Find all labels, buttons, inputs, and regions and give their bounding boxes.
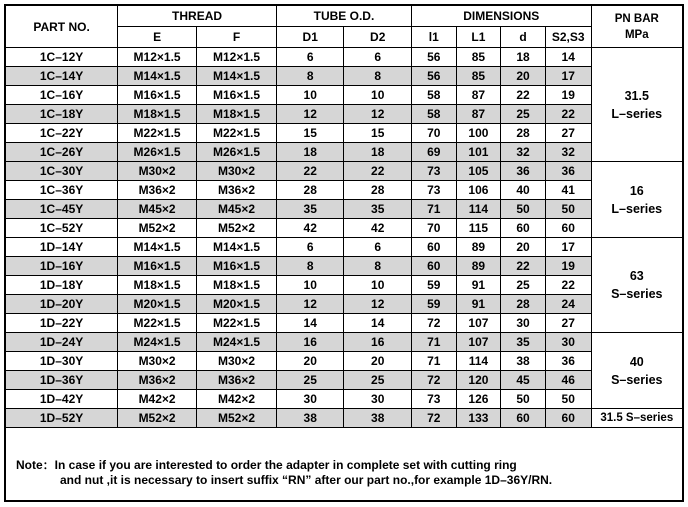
cell-thread-f: M22×1.5	[197, 314, 277, 333]
cell-tube-d2: 30	[344, 390, 412, 409]
table-row	[6, 67, 683, 86]
cell-tube-d1: 20	[276, 352, 343, 371]
cell-tube-d1: 10	[276, 86, 343, 105]
header-thread: THREAD	[118, 6, 277, 27]
pn-bar-line: 31.5 S–series	[600, 412, 674, 424]
cell-dim-l1-large: 114	[456, 200, 501, 219]
cell-dim-l1-large: 85	[456, 67, 501, 86]
cell-dim-d: 45	[501, 371, 546, 390]
table-row	[6, 314, 683, 333]
cell-thread-e: M42×2	[118, 390, 197, 409]
cell-tube-d2: 38	[344, 409, 412, 428]
cell-tube-d1: 8	[276, 257, 343, 276]
cell-dim-l1-large: 89	[456, 257, 501, 276]
pn-bar-line: 16	[629, 183, 644, 198]
table-row	[6, 238, 683, 257]
cell-pn-bar-group	[591, 333, 682, 409]
cell-dim-d: 20	[501, 67, 546, 86]
cell-dim-d: 60	[501, 219, 546, 238]
cell-dim-l1-large: 133	[456, 409, 501, 428]
cell-dim-l1-large: 85	[456, 48, 501, 67]
cell-dim-l1-small: 73	[411, 162, 456, 181]
cell-thread-f: M36×2	[197, 371, 277, 390]
cell-part-no: 1C–45Y	[6, 200, 118, 219]
cell-dim-s2-s3: 60	[545, 409, 591, 428]
cell-dim-l1-small: 59	[411, 295, 456, 314]
cell-dim-l1-large: 101	[456, 143, 501, 162]
cell-dim-s2-s3: 60	[545, 219, 591, 238]
cell-tube-d1: 12	[276, 295, 343, 314]
cell-thread-e: M45×2	[118, 200, 197, 219]
cell-thread-f: M12×1.5	[197, 48, 277, 67]
cell-dim-d: 50	[501, 200, 546, 219]
cell-thread-e: M18×1.5	[118, 276, 197, 295]
cell-dim-l1-small: 70	[411, 124, 456, 143]
cell-tube-d1: 10	[276, 276, 343, 295]
cell-dim-d: 20	[501, 238, 546, 257]
cell-thread-e: M30×2	[118, 162, 197, 181]
cell-part-no: 1C–36Y	[6, 181, 118, 200]
cell-dim-l1-small: 60	[411, 257, 456, 276]
cell-dim-s2-s3: 27	[545, 314, 591, 333]
cell-tube-d1: 12	[276, 105, 343, 124]
cell-thread-e: M16×1.5	[118, 86, 197, 105]
cell-tube-d1: 38	[276, 409, 343, 428]
cell-dim-d: 50	[501, 390, 546, 409]
cell-dim-s2-s3: 19	[545, 86, 591, 105]
table-row	[6, 124, 683, 143]
cell-part-no: 1C–16Y	[6, 86, 118, 105]
cell-thread-e: M24×1.5	[118, 333, 197, 352]
cell-dim-l1-large: 87	[456, 105, 501, 124]
cell-tube-d1: 28	[276, 181, 343, 200]
cell-thread-f: M26×1.5	[197, 143, 277, 162]
cell-dim-l1-large: 91	[456, 276, 501, 295]
cell-thread-e: M52×2	[118, 409, 197, 428]
cell-part-no: 1C–52Y	[6, 219, 118, 238]
table-row	[6, 409, 683, 428]
cell-thread-f: M52×2	[197, 409, 277, 428]
cell-thread-f: M16×1.5	[197, 86, 277, 105]
cell-dim-s2-s3: 17	[545, 238, 591, 257]
cell-tube-d2: 18	[344, 143, 412, 162]
header-dimensions: DIMENSIONS	[411, 6, 591, 27]
cell-dim-l1-small: 71	[411, 333, 456, 352]
pn-bar-line: L–series	[611, 201, 663, 216]
table-row	[6, 200, 683, 219]
cell-tube-d1: 22	[276, 162, 343, 181]
cell-thread-f: M52×2	[197, 219, 277, 238]
cell-dim-d: 25	[501, 276, 546, 295]
header-pn-bar	[591, 6, 682, 48]
cell-dim-s2-s3: 30	[545, 333, 591, 352]
cell-dim-l1-small: 58	[411, 86, 456, 105]
cell-thread-f: M36×2	[197, 181, 277, 200]
cell-tube-d2: 22	[344, 162, 412, 181]
cell-dim-l1-small: 72	[411, 409, 456, 428]
cell-dim-l1-large: 126	[456, 390, 501, 409]
cell-part-no: 1D–14Y	[6, 238, 118, 257]
cell-part-no: 1D–18Y	[6, 276, 118, 295]
cell-pn-bar-group	[591, 238, 682, 333]
pn-bar-line: L–series	[611, 106, 663, 121]
cell-dim-d: 35	[501, 333, 546, 352]
cell-tube-d1: 42	[276, 219, 343, 238]
subheader-d2: D2	[344, 27, 412, 48]
cell-tube-d2: 6	[344, 238, 412, 257]
cell-dim-l1-large: 105	[456, 162, 501, 181]
cell-thread-f: M22×1.5	[197, 124, 277, 143]
cell-thread-e: M36×2	[118, 371, 197, 390]
cell-thread-e: M22×1.5	[118, 314, 197, 333]
cell-dim-s2-s3: 24	[545, 295, 591, 314]
cell-part-no: 1D–20Y	[6, 295, 118, 314]
cell-dim-d: 36	[501, 162, 546, 181]
cell-tube-d2: 35	[344, 200, 412, 219]
cell-dim-d: 22	[501, 257, 546, 276]
cell-pn-bar-group	[591, 48, 682, 162]
cell-part-no: 1D–42Y	[6, 390, 118, 409]
cell-tube-d1: 15	[276, 124, 343, 143]
table-row	[6, 257, 683, 276]
cell-dim-l1-small: 58	[411, 105, 456, 124]
cell-dim-l1-large: 115	[456, 219, 501, 238]
table-row	[6, 276, 683, 295]
cell-tube-d2: 12	[344, 295, 412, 314]
subheader-d: d	[501, 27, 546, 48]
cell-tube-d2: 10	[344, 86, 412, 105]
cell-dim-l1-small: 56	[411, 48, 456, 67]
cell-dim-d: 28	[501, 295, 546, 314]
cell-dim-s2-s3: 22	[545, 276, 591, 295]
cell-tube-d1: 30	[276, 390, 343, 409]
pn-bar-line: 31.5	[624, 88, 649, 103]
cell-dim-l1-large: 100	[456, 124, 501, 143]
cell-dim-d: 38	[501, 352, 546, 371]
cell-dim-d: 22	[501, 86, 546, 105]
cell-dim-d: 30	[501, 314, 546, 333]
cell-thread-e: M30×2	[118, 352, 197, 371]
cell-part-no: 1C–14Y	[6, 67, 118, 86]
cell-thread-f: M14×1.5	[197, 67, 277, 86]
table-row	[6, 181, 683, 200]
cell-dim-l1-small: 71	[411, 352, 456, 371]
cell-tube-d2: 15	[344, 124, 412, 143]
cell-thread-f: M30×2	[197, 162, 277, 181]
subheader-l1-small: l1	[411, 27, 456, 48]
table-body	[6, 48, 683, 428]
cell-dim-s2-s3: 32	[545, 143, 591, 162]
header-pn-bar-line1: PN BAR	[614, 12, 659, 25]
table-row	[6, 143, 683, 162]
cell-tube-d2: 25	[344, 371, 412, 390]
header-pn-bar-line2: MPa	[624, 28, 649, 41]
cell-dim-s2-s3: 36	[545, 352, 591, 371]
cell-thread-f: M42×2	[197, 390, 277, 409]
cell-tube-d1: 6	[276, 238, 343, 257]
cell-thread-f: M30×2	[197, 352, 277, 371]
cell-dim-l1-small: 56	[411, 67, 456, 86]
cell-thread-f: M16×1.5	[197, 257, 277, 276]
cell-dim-l1-small: 59	[411, 276, 456, 295]
cell-tube-d1: 18	[276, 143, 343, 162]
cell-part-no: 1D–52Y	[6, 409, 118, 428]
cell-thread-f: M14×1.5	[197, 238, 277, 257]
subheader-d1: D1	[276, 27, 343, 48]
cell-dim-s2-s3: 41	[545, 181, 591, 200]
cell-dim-l1-small: 70	[411, 219, 456, 238]
cell-tube-d2: 8	[344, 67, 412, 86]
table-row	[6, 86, 683, 105]
parts-table	[5, 5, 683, 428]
cell-pn-bar-group	[591, 162, 682, 238]
table-row	[6, 219, 683, 238]
cell-dim-s2-s3: 27	[545, 124, 591, 143]
subheader-f: F	[197, 27, 277, 48]
cell-dim-l1-large: 107	[456, 333, 501, 352]
cell-dim-d: 32	[501, 143, 546, 162]
table-row	[6, 105, 683, 124]
header-tube-od: TUBE O.D.	[276, 6, 411, 27]
cell-tube-d2: 28	[344, 181, 412, 200]
pn-bar-line: S–series	[611, 372, 663, 387]
cell-part-no: 1D–22Y	[6, 314, 118, 333]
table-row	[6, 371, 683, 390]
cell-tube-d2: 8	[344, 257, 412, 276]
cell-part-no: 1C–30Y	[6, 162, 118, 181]
cell-tube-d1: 25	[276, 371, 343, 390]
cell-dim-l1-small: 72	[411, 371, 456, 390]
cell-part-no: 1D–30Y	[6, 352, 118, 371]
subheader-e: E	[118, 27, 197, 48]
cell-thread-f: M18×1.5	[197, 276, 277, 295]
cell-dim-s2-s3: 46	[545, 371, 591, 390]
cell-thread-e: M52×2	[118, 219, 197, 238]
cell-part-no: 1C–18Y	[6, 105, 118, 124]
cell-dim-s2-s3: 14	[545, 48, 591, 67]
table-row	[6, 48, 683, 67]
footnote-line2: and nut ,it is necessary to insert suffix “RN” after our part no.,for example 1D–36Y/RN.	[60, 473, 553, 487]
table-row	[6, 295, 683, 314]
cell-dim-d: 40	[501, 181, 546, 200]
cell-tube-d2: 6	[344, 48, 412, 67]
pn-bar-line: S–series	[611, 287, 663, 301]
cell-part-no: 1D–24Y	[6, 333, 118, 352]
cell-dim-d: 28	[501, 124, 546, 143]
cell-dim-d: 25	[501, 105, 546, 124]
cell-dim-l1-small: 73	[411, 390, 456, 409]
cell-part-no: 1D–36Y	[6, 371, 118, 390]
cell-thread-e: M20×1.5	[118, 295, 197, 314]
cell-dim-s2-s3: 36	[545, 162, 591, 181]
cell-dim-l1-large: 89	[456, 238, 501, 257]
cell-thread-f: M45×2	[197, 200, 277, 219]
cell-thread-e: M14×1.5	[118, 67, 197, 86]
cell-part-no: 1C–26Y	[6, 143, 118, 162]
pn-bar-line: 40	[629, 354, 644, 369]
cell-dim-s2-s3: 50	[545, 200, 591, 219]
subheader-l1-large: L1	[456, 27, 501, 48]
cell-dim-l1-small: 71	[411, 200, 456, 219]
cell-thread-e: M12×1.5	[118, 48, 197, 67]
cell-dim-s2-s3: 50	[545, 390, 591, 409]
parts-table-frame	[4, 4, 684, 502]
cell-dim-l1-small: 60	[411, 238, 456, 257]
cell-dim-l1-large: 114	[456, 352, 501, 371]
cell-dim-l1-small: 72	[411, 314, 456, 333]
cell-dim-l1-large: 107	[456, 314, 501, 333]
cell-tube-d2: 14	[344, 314, 412, 333]
cell-part-no: 1C–12Y	[6, 48, 118, 67]
cell-dim-l1-large: 91	[456, 295, 501, 314]
subheader-s2-s3: S2,S3	[545, 27, 591, 48]
cell-thread-e: M22×1.5	[118, 124, 197, 143]
cell-tube-d2: 42	[344, 219, 412, 238]
cell-tube-d1: 35	[276, 200, 343, 219]
cell-dim-l1-large: 120	[456, 371, 501, 390]
cell-thread-f: M24×1.5	[197, 333, 277, 352]
cell-tube-d1: 16	[276, 333, 343, 352]
table-row	[6, 390, 683, 409]
cell-part-no: 1D–16Y	[6, 257, 118, 276]
cell-dim-d: 60	[501, 409, 546, 428]
cell-tube-d2: 12	[344, 105, 412, 124]
cell-tube-d1: 6	[276, 48, 343, 67]
cell-dim-s2-s3: 19	[545, 257, 591, 276]
cell-dim-l1-small: 69	[411, 143, 456, 162]
cell-thread-e: M16×1.5	[118, 257, 197, 276]
cell-thread-f: M20×1.5	[197, 295, 277, 314]
cell-thread-e: M36×2	[118, 181, 197, 200]
cell-dim-l1-large: 87	[456, 86, 501, 105]
cell-dim-s2-s3: 22	[545, 105, 591, 124]
cell-dim-l1-small: 73	[411, 181, 456, 200]
cell-tube-d2: 16	[344, 333, 412, 352]
header-part-no: PART NO.	[6, 6, 118, 48]
pn-bar-line: 63	[629, 269, 644, 283]
cell-tube-d1: 14	[276, 314, 343, 333]
cell-thread-e: M14×1.5	[118, 238, 197, 257]
cell-tube-d2: 10	[344, 276, 412, 295]
cell-thread-e: M18×1.5	[118, 105, 197, 124]
cell-pn-bar-group	[591, 409, 682, 428]
cell-tube-d1: 8	[276, 67, 343, 86]
table-row	[6, 352, 683, 371]
cell-tube-d2: 20	[344, 352, 412, 371]
table-row	[6, 162, 683, 181]
cell-thread-f: M18×1.5	[197, 105, 277, 124]
cell-part-no: 1C–22Y	[6, 124, 118, 143]
cell-thread-e: M26×1.5	[118, 143, 197, 162]
table-row	[6, 333, 683, 352]
footnote-line1: Note：In case if you are interested to order the adapter in complete set with cutting ring	[16, 458, 517, 472]
cell-dim-l1-large: 106	[456, 181, 501, 200]
cell-dim-s2-s3: 17	[545, 67, 591, 86]
footnote	[16, 458, 676, 488]
cell-dim-d: 18	[501, 48, 546, 67]
